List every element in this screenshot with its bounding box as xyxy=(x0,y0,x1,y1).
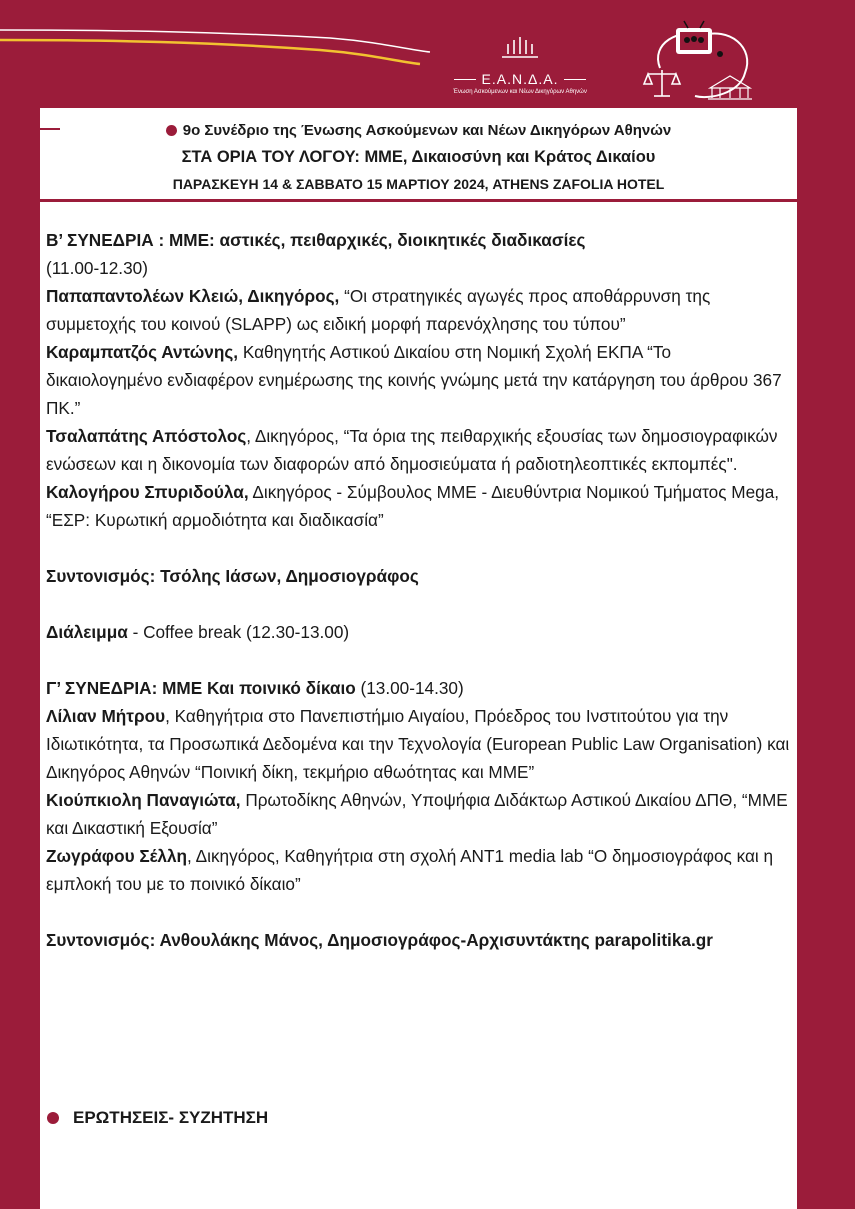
break-time: (12.30-13.00) xyxy=(241,622,350,642)
bullet-icon xyxy=(47,1112,59,1124)
talk-description: Πρωτοδίκης Αθηνών, Υποψήφια Διδάκτωρ Αστικού Δικαίου ΔΠΘ, “ΜΜΕ και Δικαστική Εξουσία” xyxy=(46,790,788,838)
speaker-name: Ζωγράφου Σέλλη xyxy=(46,846,188,866)
conference-name: 9ο Συνέδριο της Ένωσης Ασκούμενων και Νέων Δικηγόρων Αθηνών xyxy=(182,122,672,139)
session-c-title-line xyxy=(46,674,791,702)
speaker-name: Κιούπκιολη Παναγιώτα, xyxy=(46,790,241,810)
moderator-text: Συντονισμός: Ανθουλάκης Μάνος, Δημοσιογράφος-Αρχισυντάκτης parapolitika.gr xyxy=(46,930,713,950)
talk-description: , Δικηγόρος, “Τα όρια της πειθαρχικής εξουσίας των δημοσιογραφικών ενώσεων και η δικονομία των διαφορών από δημοσιεύματα ή ραδιοτηλεοπτικές εκπομπές". xyxy=(46,426,778,474)
talk-description: “Οι στρατηγικές αγωγές προς αποθάρρυνση της συμμετοχής του κοινού (SLAPP) ως ειδική μορφή παρενόχλησης του τύπου” xyxy=(46,286,711,334)
break-label: Διάλειμμα xyxy=(46,622,128,642)
moderator-text: Συντονισμός: Τσόλης Ιάσων, Δημοσιογράφος xyxy=(46,566,419,586)
eanda-logo xyxy=(440,36,600,95)
coffee-break xyxy=(46,618,791,646)
talk-description: , Καθηγήτρια στο Πανεπιστήμιο Αιγαίου, Πρόεδρος του Ινστιτούτου για την Ιδιωτικότητα, τα Προσωπικά Δεδομένα και την Τεχνολογία (European Public Law Organisation) και Δικηγόρος Αθηνών “Ποινική δίκη, τεκμήριο αθωότητας και ΜΜΕ” xyxy=(46,706,790,782)
talk-description: , Δικηγόρος, Καθηγήτρια στη σχολή ΑΝΤ1 media lab “Ο δημοσιογράφος και η εμπλοκή του με το ποινικό δίκαιο” xyxy=(46,846,774,894)
program-page xyxy=(40,108,797,1209)
session-b-time: (11.00-12.30) xyxy=(46,258,148,278)
logo-subtitle: Ένωση Ασκούμενων και Νέων Δικηγόρων Αθηνών xyxy=(453,89,587,95)
speaker-entry xyxy=(46,422,791,478)
speaker-name: Παπαπαντολέων Κλειώ, Δικηγόρος, xyxy=(46,286,340,306)
conference-dates-venue: ΠΑΡΑΣΚΕΥΗ 14 & ΣΑΒΒΑΤΟ 15 ΜΑΡΤΙΟΥ 2024, ATHENS ZAFOLIA HOTEL xyxy=(172,176,665,192)
break-text: - Coffee break xyxy=(127,622,242,642)
speaker-name: Καραμπατζός Αντώνης, xyxy=(46,342,239,362)
logo-name: Ε.Α.Ν.Δ.Α. xyxy=(440,71,600,87)
session-b-moderator xyxy=(46,562,791,590)
speaker-entry xyxy=(46,282,791,338)
speaker-name: Καλογήρου Σπυριδούλα, xyxy=(46,482,249,502)
pillars-icon xyxy=(500,36,540,62)
speaker-name: Τσαλαπάτης Απόστολος xyxy=(46,426,247,446)
session-c-time: (13.00-14.30) xyxy=(355,678,464,698)
media-justice-emblem-icon xyxy=(640,18,760,104)
talk-description: Δικηγόρος - Σύμβουλος ΜΜΕ - Διευθύντρια Νομικού Τμήματος Mega, “ΕΣΡ: Κυρωτική αρμοδιότητα και διαδικασία” xyxy=(46,482,780,530)
speaker-name: Λίλιαν Μήτρου xyxy=(46,706,166,726)
session-b-title: Β’ ΣΥΝΕΔΡΙΑ : ΜΜΕ: αστικές, πειθαρχικές, διοικητικές διαδικασίες xyxy=(46,230,586,250)
program-content xyxy=(40,202,797,954)
conference-title-line xyxy=(40,120,797,142)
questions-discussion xyxy=(47,1108,268,1128)
bullet-icon xyxy=(166,125,177,136)
conference-theme: ΣΤΑ ΟΡΙΑ ΤΟΥ ΛΟΓΟΥ: ΜΜΕ, Δικαιοσύνη και Κράτος Δικαίου xyxy=(181,148,656,166)
session-c-moderator xyxy=(46,926,791,954)
session-c-title: Γ’ ΣΥΝΕΔΡΙΑ: ΜΜΕ Και ποινικό δίκαιο xyxy=(46,678,356,698)
footer-text: ΕΡΩΤΗΣΕΙΣ- ΣΥΖΗΤΗΣΗ xyxy=(73,1108,269,1127)
speaker-entry xyxy=(46,338,791,422)
speaker-entry xyxy=(46,702,791,786)
speaker-entry xyxy=(46,842,791,898)
conference-header xyxy=(40,108,797,202)
talk-description: Καθηγητής Αστικού Δικαίου στη Νομική Σχολή ΕΚΠΑ “Το δικαιολογημένο ενδιαφέρον ενημέρωσης της κοινής γνώμης μετά την κατάργηση του άρθρου 367 ΠΚ.” xyxy=(46,342,782,418)
speaker-entry xyxy=(46,478,791,534)
speaker-entry xyxy=(46,786,791,842)
session-b-title-line xyxy=(46,226,791,282)
